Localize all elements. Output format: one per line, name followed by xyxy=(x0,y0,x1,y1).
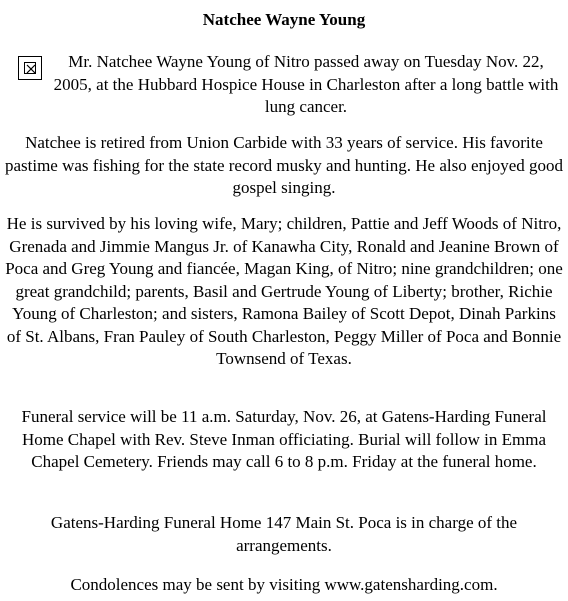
obituary-paragraph-arrangements: Gatens-Harding Funeral Home 147 Main St. Poca is in charge of the arrangements. xyxy=(50,513,518,555)
obituary-paragraph-career: Natchee is retired from Union Carbide with 33 years of service. His favorite pastime was fishing for the state record musky and hunting. He also enjoyed good gospel singing. xyxy=(4,133,564,197)
obituary-paragraph-funeral-service: Funeral service will be 11 a.m. Saturday, Nov. 26, at Gatens-Harding Funeral Home Chapel with Rev. Steve Inman officiating. Burial will follow in Emma Chapel Cemetery. Friends may call 6 to 8 p.m. Friday at the funeral home. xyxy=(21,407,547,471)
obituary-paragraph-condolences: Condolences may be sent by visiting www.gatensharding.com. xyxy=(70,575,498,594)
broken-image-glyph xyxy=(19,57,43,81)
obituary-title: Natchee Wayne Young xyxy=(202,10,366,29)
broken-image-icon xyxy=(18,56,42,80)
obituary-paragraph-death-notice: Mr. Natchee Wayne Young of Nitro passed away on Tuesday Nov. 22, 2005, at the Hubbard Hospice House in Charleston after a long battle with lung cancer. xyxy=(53,52,559,116)
obituary-paragraph-survivors: He is survived by his loving wife, Mary; children, Pattie and Jeff Woods of Nitro, Grenada and Jimmie Mangus Jr. of Kanawha City, Ronald and Jeanine Brown of Poca and Greg Young and fiancée, Magan King, of Nitro; nine grandchildren; one great grandchild; parents, Basil and Gertrude Young of Liberty; brother, Richie Young of Charleston; and sisters, Ramona Bailey of Scott Depot, Dinah Parkins of St. Albans, Fran Pauley of South Charleston, Peggy Miller of Poca and Bonnie Townsend of Texas. xyxy=(5,214,563,368)
